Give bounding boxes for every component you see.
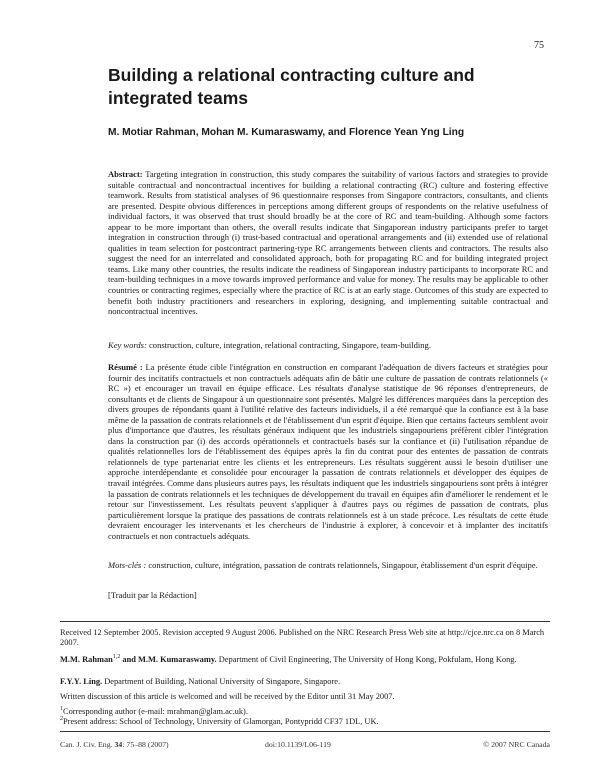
keywords [108,340,548,351]
affiliation-1-names2: M.M. Kumaraswamy. [138,655,217,664]
affiliation-2 [60,677,550,687]
affiliation-1-and: and [120,655,139,664]
author-list: M. Motiar Rahman, Mohan M. Kumaraswamy, and Florence Yean Yng Ling [108,127,465,138]
keywords-text: construction, culture, integration, relational contracting, Singapore, team-building. [149,340,431,350]
affiliation-2-names: F.Y.Y. Ling. [60,677,103,686]
copyright: © 2007 NRC Canada [483,740,550,749]
received-note: Received 12 September 2005. Revision accepted 9 August 2006. Published on the NRC Research Press Web site at http://cjce.nrc.ca on 8 March 2007. [60,628,545,648]
page-number: 75 [534,40,544,51]
journal-suffix: : 75–88 (2007) [122,740,169,749]
footnote-1-text: Corresponding author (e-mail: mrahman@glam.ac.uk). [63,707,248,716]
mots-cles-label: Mots-clés : [108,560,147,570]
footnote-divider-bottom [60,731,550,732]
abstract [108,169,548,317]
journal-volume: 34 [114,740,123,749]
footnote-2-marker: 2 [60,716,63,723]
discussion-note: Written discussion of this article is welcomed and will be received by the Editor until 31 May 2007. [60,692,395,701]
keywords-label: Key words: [108,340,147,350]
journal-citation [60,740,169,749]
affiliation-1-sup: 1,2 [112,654,121,661]
translation-note: [Traduit par la Rédaction] [108,590,197,600]
resume [108,362,548,541]
resume-text: La présente étude cible l'intégration en construction en comparant l'adéquation de divers facteurs et stratégies pour fournir des incitatifs contractuels et non contractuels adéquats afin de bâtir une culture de passation de contrats relationnels (« RC ») et encourager un travail en équipe efficace. Les résultats d'analyse statistique de 96 réponses d'entrepreneurs, de consultants et de clients de Singapour à un questionnaire sont présentés. Malgré les différences marquées dans la perception des divers groupes de répondants quant à l'utilité relative des facteurs individuels, il a été remarqué que la confiance est à la base même de la passation de contrats relationnels et de l'établissement d'un esprit d'équipe. Bien que certains facteurs semblent avoir plus d'importance que d'autres, les résultats généraux indiquent que les industriels singapouriens préfèrent cibler l'intégration dans la construction par (i) des accords opérationnels et contractuels basés sur la confiance et (ii) l'utilisation répandue de qualités relationnelles lors de l'établissement des équipes après la fin du contrat pour des ententes de passation de contrats relationnels de type partenariat entre les clients et les entrepreneurs. Les résultats suggèrent aussi le besoin d'utiliser une approche interdépendante et consolidée pour encourager la passation de contrats relationnels et développer des équipes de travail intégrées. Comme dans plusieurs autres pays, les résultats indiquent que les industriels singapouriens sont prêts à intégrer la passation de contrats relationnels et les techniques de développement du travail en équipes afin d'améliorer le rendement et le retour sur l'investissement. Les résultats peuvent s'appliquer à d'autres pays ou régimes de passation de contrats, plus particulièrement lorsque la pratique des passations de contrats relationnels est à un stade précoce. Les résultats de cette étude devraient encourager les intervenants et les chercheurs de l'industrie à explorer, à concevoir et à implanter des incitatifs contractuels et non contractuels adéquats. [108,362,548,541]
mots-cles [108,560,548,571]
journal-prefix: Can. J. Civ. Eng. [60,740,115,749]
resume-label: Résumé : [108,362,143,372]
footnote-2 [60,717,550,727]
article-title: Building a relational contracting culture and integrated teams [108,65,475,108]
affiliation-2-text: Department of Building, National University of Singapore, Singapore. [102,677,341,686]
footnote-2-text: Present address: School of Technology, University of Glamorgan, Pontypridd CF37 1DL, UK. [63,717,379,726]
abstract-label: Abstract: [108,169,143,179]
footnote-1-marker: 1 [60,706,63,713]
abstract-text: Targeting integration in construction, this study compares the suitability of various factors and strategies to provide suitable contractual and noncontractual incentives for building a relational contracting (RC) culture and fostering effective teamwork. Results from statistical analyses of 96 questionnaire responses from Singapore contractors, consultants, and clients are presented. Despite obvious differences in perceptions among different groups of respondents on the relative usefulness of individual factors, it was observed that trust should broadly be at the core of RC and team-building. Although some factors appear to be more important than others, the overall results indicate that Singaporean industry participants prefer to target integration in construction through (i) trust-based contractual and operational arrangements and (ii) extended use of relational qualities in team selection for postcontract partnering-type RC arrangements between clients and contractors. The results also suggest the need for an interrelated and consolidated approach, both for propagating RC and for building integrated project teams. Like many other countries, the results indicate the readiness of Singaporean industry participants to incorporate RC and team-building techniques in a move towards improved performance and value for money. The results may be applicable to other countries or contracting regimes, especially where the practice of RC is at an early stage. Outcomes of this study are expected to benefit both industry practitioners and researchers in exploring, designing, and implementing suitable contractual and noncontractual incentives. [108,169,548,317]
affiliation-1-text: Department of Civil Engineering, The University of Hong Kong, Pokfulam, Hong Kong. [216,655,517,664]
mots-cles-text: construction, culture, intégration, passation de contrats relationnels, Singapour, établissement d'un esprit d'équipe. [148,560,538,570]
footnote-divider-top [60,621,550,622]
footnote-1 [60,707,550,717]
affiliation-1-names: M.M. Rahman [60,655,113,664]
doi: doi:10.1139/L06-119 [265,740,331,749]
affiliation-1 [60,655,550,665]
